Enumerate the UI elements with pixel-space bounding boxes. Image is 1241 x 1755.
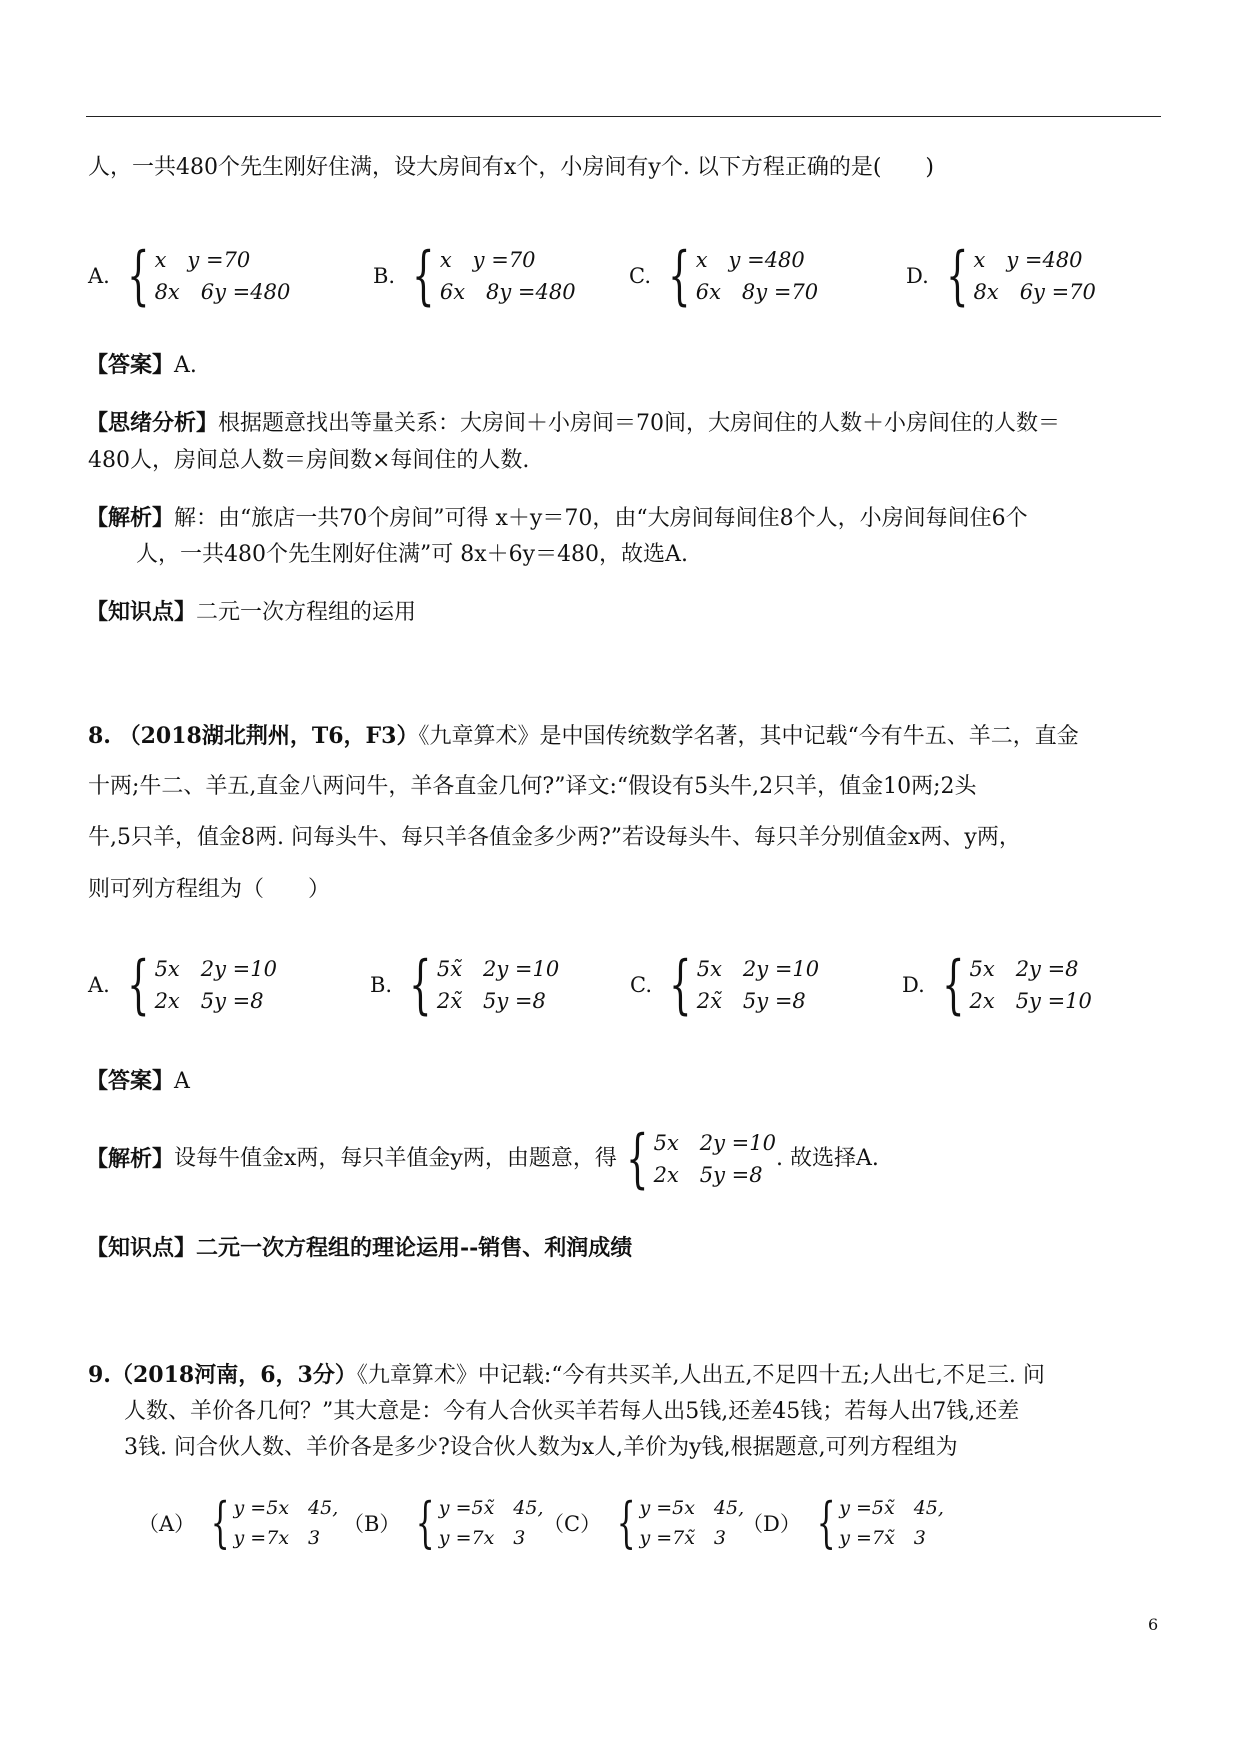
equation-2: 2x̃ 5y =8 [696,989,806,1013]
answer-tag: 【答案】 [86,1068,175,1094]
option-label: （C） [543,1512,602,1536]
q7-intro-line: 人，一共480个先生刚好住满，设大房间有x个，小房间有y个. 以下方程正确的是( ) [88,155,934,180]
equation-1: x y =480 [695,248,805,272]
q7-analysis-line-1 [86,408,1060,439]
knowledge-tag: 【知识点】 [86,1235,197,1261]
q8-option-a [88,948,277,1022]
equation-2: y =7x̃ 3 [639,1527,727,1549]
equation-2: 8x 6y =70 [973,280,1096,304]
q8-option-c [630,948,820,1022]
brace-icon: { [210,1491,230,1554]
equation-2: 2x̃ 5y =8 [436,989,546,1013]
q7-option-a [88,239,291,313]
q9-text-line-2: 人数、羊价各几何？”其大意是：今有人合伙买羊若每人出5钱,还差45钱；若每人出7钱,还差 [124,1399,1020,1424]
option-label: B. [373,264,396,288]
equation-2: 2x 5y =8 [154,989,264,1013]
knowledge-text: 二元一次方程组的理论运用--销售、利润成绩 [196,1235,633,1261]
solution-text: 解：由“旅店一共70个房间”可得 x＋y＝70，由“大房间每间住8个人，小房间每间住6个 [174,506,1028,531]
brace-icon: { [127,948,150,1022]
q7-knowledge-point [86,597,416,628]
q7-analysis-line-2: 480人，房间总人数＝房间数×每间住的人数. [88,448,530,473]
equation-2: 2x 5y =10 [969,989,1092,1013]
equation-system [155,244,291,308]
answer-value: A. [174,353,197,378]
solution-suffix: . 故选择A. [776,1146,879,1171]
q8-option-d [902,948,1092,1022]
equation-2: 6x 8y =480 [439,280,576,304]
option-label: （D） [742,1512,801,1536]
header-rule [86,116,1161,117]
q7-option-d [906,239,1096,313]
equation-1: 5x 2y =10 [696,957,820,981]
equation-2: 6x 8y =70 [695,280,819,304]
equation-system [155,953,277,1017]
option-label: （A） [138,1512,196,1536]
q9-option-d [742,1493,944,1553]
equation-system [697,953,819,1017]
equation-1: 5x 2y =10 [154,957,277,981]
brace-icon: { [616,1491,636,1554]
equation-system [234,1493,339,1553]
q9-option-b [343,1493,544,1553]
equation-1: y =5x 45, [233,1497,339,1519]
solution-text: 设每牛值金x两，每只羊值金y两，由题意，得 [174,1146,617,1171]
equation-1: 5x 2y =8 [969,957,1079,981]
brace-icon: { [412,239,435,313]
q8-header: 8. （2018湖北荆州，T6，F3） [88,723,419,749]
q7-solution-line-2: 人，一共480个先生刚好住满”可 8x＋6y＝480，故选A. [136,542,688,567]
brace-icon: { [416,1491,436,1554]
equation-1: y =5x̃ 45, [839,1497,944,1519]
q8-text-line-2: 十两;牛二、羊五,直金八两问牛，羊各直金几何?”译文:“假设有5头牛,2只羊，值金10两;2头 [88,774,977,799]
q8-answer [86,1066,190,1097]
equation-2: y =7x 3 [438,1527,526,1549]
q7-answer [86,350,197,381]
option-label: A. [88,264,110,288]
option-label: （B） [343,1512,401,1536]
solution-tag: 【解析】 [86,1146,175,1172]
q8-text-line-3: 牛,5只羊，值金8两. 问每头牛、每只羊各值金多少两?”若设每头牛、每只羊分别值金x两、y两， [88,825,1021,850]
option-label: A. [88,973,110,997]
q8-solution [86,1122,879,1196]
analysis-text: 根据题意找出等量关系：大房间＋小房间＝70间，大房间住的人数＋小房间住的人数＝ [218,411,1061,436]
equation-system [839,1493,944,1553]
q7-option-b [373,239,576,313]
q9-text-line-3: 3钱. 问合伙人数、羊价各是多少?设合伙人数为x人,羊价为y钱,根据题意,可列方程组为 [124,1435,958,1460]
q7-option-c [629,239,819,313]
q9-option-a [138,1493,338,1553]
brace-icon: { [816,1491,836,1554]
equation-1: x y =70 [154,248,251,272]
option-label: C. [630,973,652,997]
brace-icon: { [945,239,969,313]
option-label: C. [629,264,651,288]
option-label: D. [906,264,929,288]
knowledge-tag: 【知识点】 [86,599,197,625]
option-label: D. [902,973,925,997]
equation-2: 8x 6y =480 [154,280,291,304]
equation-system [696,244,818,308]
q8-knowledge-point [86,1233,632,1263]
equation-system [440,244,576,308]
q9-text-line-1 [88,1360,1045,1391]
brace-icon: { [941,948,965,1022]
equation-system [639,1493,744,1553]
page-number: 6 [1148,1615,1159,1634]
equation-1: 5x̃ 2y =10 [436,957,560,981]
brace-icon: { [669,948,692,1022]
equation-1: x y =480 [973,248,1083,272]
answer-value: A [174,1069,190,1094]
equation-system [973,244,1095,308]
equation-1: y =5x̃ 45, [438,1497,544,1519]
q9-option-c [543,1493,744,1553]
q7-solution-line-1 [86,503,1028,534]
brace-icon: { [626,1122,649,1196]
knowledge-text: 二元一次方程组的运用 [196,600,417,625]
q9-text: 《九章算术》中记载:“今有共买羊,人出五,不足四十五;人出七,不足三. 问 [356,1363,1045,1388]
brace-icon: { [409,948,432,1022]
equation-1: y =5x 45, [639,1497,745,1519]
q8-text: 《九章算术》是中国传统数学名著，其中记载“今有牛五、羊二，直金 [418,724,1079,749]
equation-system [439,1493,544,1553]
equation-2: y =7x̃ 3 [839,1527,926,1549]
q8-option-b [370,948,560,1022]
equation-1: x y =70 [439,248,536,272]
brace-icon: { [127,239,150,313]
equation-1: 5x 2y =10 [653,1131,776,1155]
answer-tag: 【答案】 [86,352,175,378]
q9-header: 9.（2018河南，6，3分） [88,1362,357,1388]
equation-2: y =7x 3 [233,1527,321,1549]
q8-text-line-4: 则可列方程组为（ ） [88,877,331,902]
equation-system [654,1127,776,1191]
brace-icon: { [668,239,691,313]
solution-tag: 【解析】 [86,505,175,531]
option-label: B. [370,973,393,997]
analysis-tag: 【思绪分析】 [86,410,219,436]
equation-2: 2x 5y =8 [653,1163,763,1187]
equation-system [437,953,559,1017]
equation-system [969,953,1091,1017]
q8-text-line-1 [88,721,1079,752]
